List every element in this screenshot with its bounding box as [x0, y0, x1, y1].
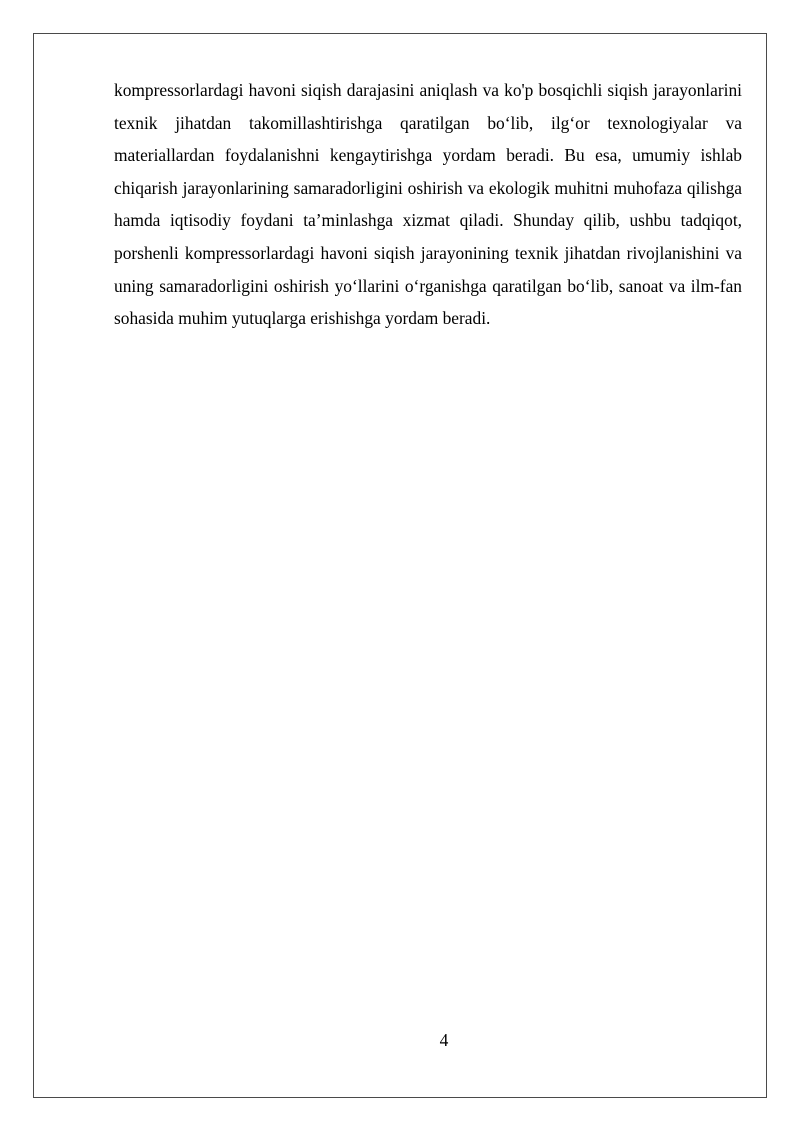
page-number: 4: [439, 1030, 449, 1050]
body-paragraph: kompressorlardagi havoni siqish darajasini aniqlash va ko'p bosqichli siqish jarayonlarini texnik jihatdan takomillashtirishga qaratilgan bo‘lib, ilg‘or texnologiyalar va materiallardan foydalanishni kengaytirishga yordam beradi. Bu esa, umumiy ishlab chiqarish jarayonlarining samaradorligini oshirish va ekologik muhitni muhofaza qilishga hamda iqtisodiy foydani ta’minlashga xizmat qiladi. Shunday qilib, ushbu tadqiqot, porshenli kompressorlardagi havoni siqish jarayonining texnik jihatdan rivojlanishini va uning samaradorligini oshirish yo‘llarini o‘rganishga qaratilgan bo‘lib, sanoat va ilm-fan sohasida muhim yutuqlarga erishishga yordam beradi.: [114, 80, 742, 329]
